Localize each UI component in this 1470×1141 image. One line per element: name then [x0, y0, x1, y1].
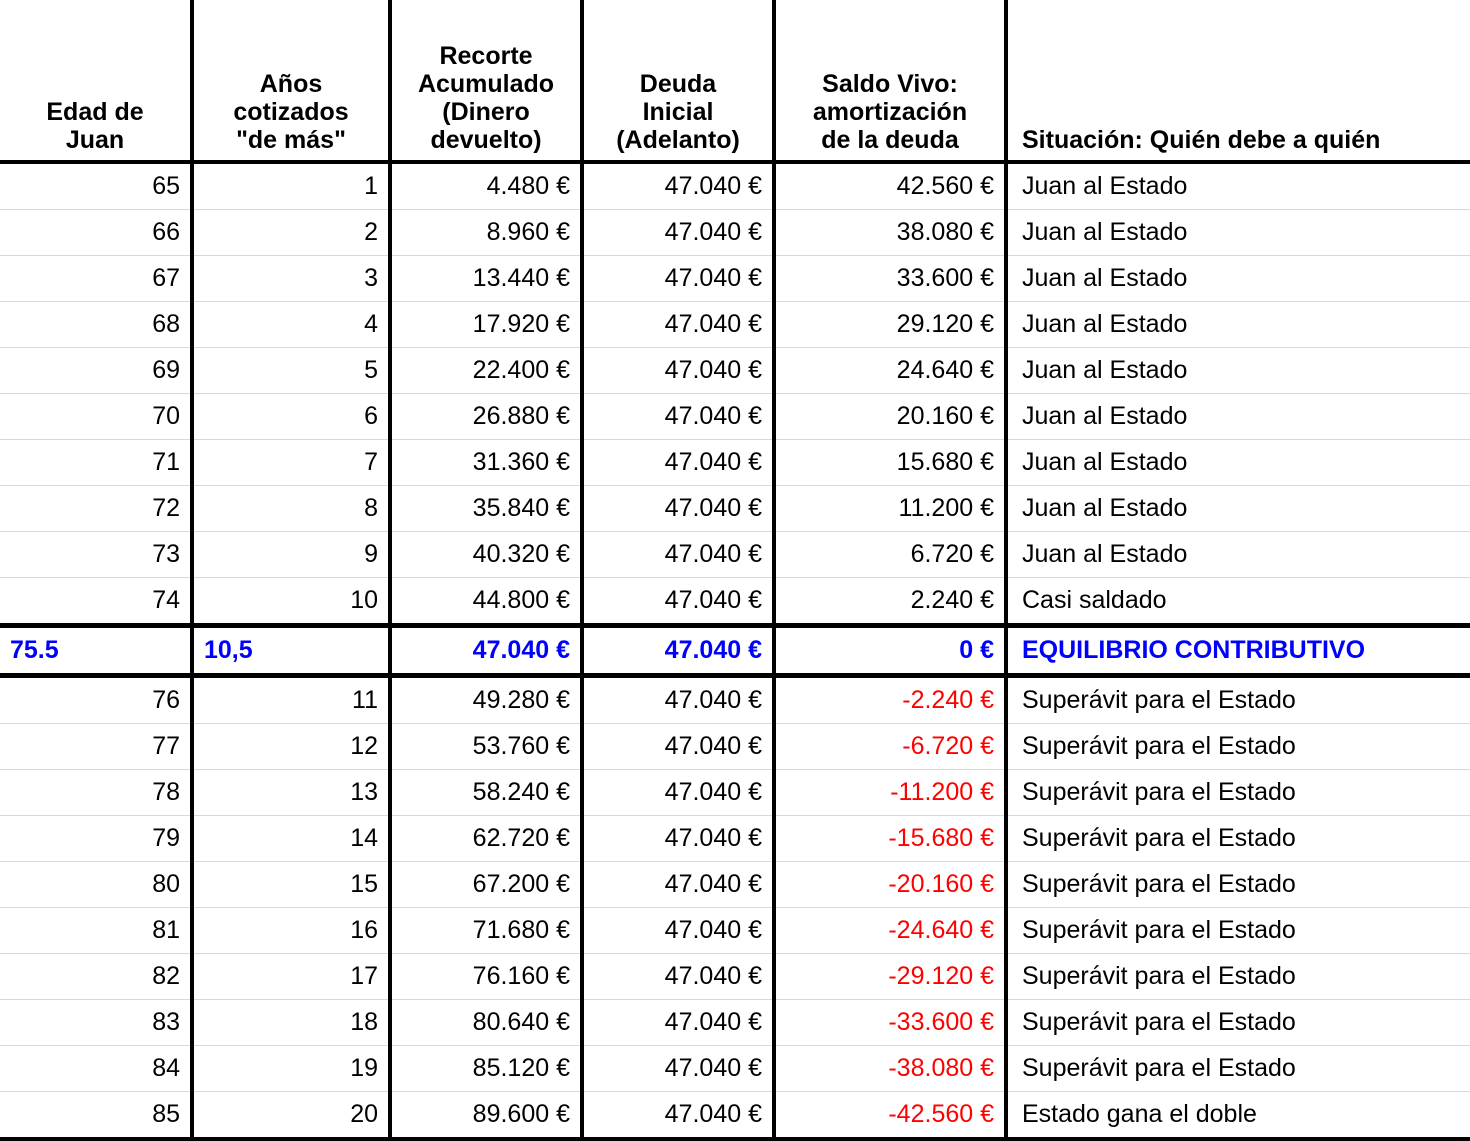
cell-saldo: 15.680 € — [774, 440, 1006, 486]
cell-saldo: 29.120 € — [774, 302, 1006, 348]
table-row — [0, 162, 1470, 210]
header-line: Inicial — [642, 98, 714, 126]
cell-deuda: 47.040 € — [582, 440, 774, 486]
cell-edad: 67 — [0, 256, 192, 302]
cell-situacion: Juan al Estado — [1006, 348, 1470, 394]
cell-edad: 65 — [0, 162, 192, 210]
cell-anios: 15 — [192, 862, 390, 908]
cell-recorte: 76.160 € — [390, 954, 582, 1000]
cell-saldo: 24.640 € — [774, 348, 1006, 394]
cell-deuda: 47.040 € — [582, 626, 774, 676]
cell-situacion: Superávit para el Estado — [1006, 862, 1470, 908]
cell-saldo: 20.160 € — [774, 394, 1006, 440]
header-row — [0, 0, 1470, 162]
column-header-edad — [0, 0, 192, 162]
cell-edad: 78 — [0, 770, 192, 816]
cell-situacion: Superávit para el Estado — [1006, 724, 1470, 770]
header-line: (Dinero — [442, 98, 530, 126]
table-row — [0, 676, 1470, 724]
cell-saldo: 0 € — [774, 626, 1006, 676]
header-line: devuelto) — [430, 126, 542, 154]
cell-saldo: 33.600 € — [774, 256, 1006, 302]
table-row — [0, 954, 1470, 1000]
cell-edad: 80 — [0, 862, 192, 908]
cell-situacion: Juan al Estado — [1006, 486, 1470, 532]
cell-saldo: -33.600 € — [774, 1000, 1006, 1046]
cell-saldo: -38.080 € — [774, 1046, 1006, 1092]
cell-situacion: Juan al Estado — [1006, 210, 1470, 256]
cell-recorte: 85.120 € — [390, 1046, 582, 1092]
cell-edad: 74 — [0, 578, 192, 626]
cell-deuda: 47.040 € — [582, 676, 774, 724]
cell-situacion: Juan al Estado — [1006, 256, 1470, 302]
cell-edad: 79 — [0, 816, 192, 862]
column-header-saldo-vivo — [774, 0, 1006, 162]
cell-situacion: Superávit para el Estado — [1006, 676, 1470, 724]
cell-situacion: Superávit para el Estado — [1006, 1046, 1470, 1092]
cell-deuda: 47.040 € — [582, 256, 774, 302]
cell-deuda: 47.040 € — [582, 486, 774, 532]
cell-recorte: 71.680 € — [390, 908, 582, 954]
table-row — [0, 302, 1470, 348]
cell-anios: 3 — [192, 256, 390, 302]
table-row — [0, 626, 1470, 676]
cell-deuda: 47.040 € — [582, 954, 774, 1000]
cell-anios: 1 — [192, 162, 390, 210]
cell-saldo: -15.680 € — [774, 816, 1006, 862]
cell-anios: 20 — [192, 1092, 390, 1140]
cell-recorte: 17.920 € — [390, 302, 582, 348]
table-row — [0, 532, 1470, 578]
cell-saldo: -24.640 € — [774, 908, 1006, 954]
cell-anios: 12 — [192, 724, 390, 770]
cell-anios: 2 — [192, 210, 390, 256]
table-row — [0, 1000, 1470, 1046]
cell-edad: 70 — [0, 394, 192, 440]
cell-saldo: 6.720 € — [774, 532, 1006, 578]
table-row — [0, 256, 1470, 302]
cell-anios: 13 — [192, 770, 390, 816]
table-row — [0, 816, 1470, 862]
table-row — [0, 348, 1470, 394]
cell-recorte: 40.320 € — [390, 532, 582, 578]
cell-situacion: Superávit para el Estado — [1006, 1000, 1470, 1046]
cell-saldo: -29.120 € — [774, 954, 1006, 1000]
cell-deuda: 47.040 € — [582, 1000, 774, 1046]
cell-edad: 81 — [0, 908, 192, 954]
cell-anios: 10 — [192, 578, 390, 626]
cell-saldo: 2.240 € — [774, 578, 1006, 626]
cell-recorte: 58.240 € — [390, 770, 582, 816]
column-header-recorte-acumulado — [390, 0, 582, 162]
cell-deuda: 47.040 € — [582, 162, 774, 210]
cell-edad: 84 — [0, 1046, 192, 1092]
cell-anios: 17 — [192, 954, 390, 1000]
cell-situacion: Juan al Estado — [1006, 440, 1470, 486]
cell-edad: 68 — [0, 302, 192, 348]
cell-situacion: Juan al Estado — [1006, 532, 1470, 578]
cell-deuda: 47.040 € — [582, 770, 774, 816]
cell-anios: 8 — [192, 486, 390, 532]
cell-anios: 5 — [192, 348, 390, 394]
cell-recorte: 13.440 € — [390, 256, 582, 302]
cell-deuda: 47.040 € — [582, 1046, 774, 1092]
cell-recorte: 47.040 € — [390, 626, 582, 676]
cell-deuda: 47.040 € — [582, 724, 774, 770]
cell-recorte: 80.640 € — [390, 1000, 582, 1046]
cell-saldo: 42.560 € — [774, 162, 1006, 210]
header-line: Juan — [65, 126, 125, 154]
cell-recorte: 22.400 € — [390, 348, 582, 394]
table-body — [0, 162, 1470, 1139]
cell-saldo: 38.080 € — [774, 210, 1006, 256]
header-line: Recorte — [439, 42, 533, 70]
cell-saldo: -2.240 € — [774, 676, 1006, 724]
cell-situacion: Superávit para el Estado — [1006, 816, 1470, 862]
header-line: amortización — [812, 98, 968, 126]
cell-anios: 18 — [192, 1000, 390, 1046]
cell-edad: 71 — [0, 440, 192, 486]
cell-recorte: 31.360 € — [390, 440, 582, 486]
table-row — [0, 210, 1470, 256]
cell-anios: 6 — [192, 394, 390, 440]
cell-anios: 7 — [192, 440, 390, 486]
table-row — [0, 486, 1470, 532]
header-line: Situación: Quién debe a quién — [1022, 126, 1381, 154]
header-line: de la deuda — [821, 126, 959, 154]
table-row — [0, 908, 1470, 954]
header-line: Saldo Vivo: — [822, 70, 958, 98]
cell-edad: 69 — [0, 348, 192, 394]
column-header-anios-cotizados — [192, 0, 390, 162]
cell-situacion: EQUILIBRIO CONTRIBUTIVO — [1006, 626, 1470, 676]
cell-deuda: 47.040 € — [582, 210, 774, 256]
cell-saldo: 11.200 € — [774, 486, 1006, 532]
cell-recorte: 35.840 € — [390, 486, 582, 532]
cell-deuda: 47.040 € — [582, 908, 774, 954]
cell-situacion: Juan al Estado — [1006, 162, 1470, 210]
cell-recorte: 49.280 € — [390, 676, 582, 724]
cell-edad: 76 — [0, 676, 192, 724]
table-row — [0, 394, 1470, 440]
cell-edad: 83 — [0, 1000, 192, 1046]
cell-deuda: 47.040 € — [582, 532, 774, 578]
cell-edad: 77 — [0, 724, 192, 770]
column-header-deuda-inicial — [582, 0, 774, 162]
cell-deuda: 47.040 € — [582, 394, 774, 440]
table-row — [0, 724, 1470, 770]
header-line: cotizados — [233, 98, 349, 126]
cell-saldo: -20.160 € — [774, 862, 1006, 908]
cell-anios: 19 — [192, 1046, 390, 1092]
table-row — [0, 770, 1470, 816]
cell-situacion: Superávit para el Estado — [1006, 908, 1470, 954]
cell-edad: 66 — [0, 210, 192, 256]
cell-situacion: Superávit para el Estado — [1006, 770, 1470, 816]
cell-deuda: 47.040 € — [582, 862, 774, 908]
table-row — [0, 1092, 1470, 1140]
header-line: Edad de — [46, 98, 144, 126]
table-row — [0, 440, 1470, 486]
cell-edad: 85 — [0, 1092, 192, 1140]
cell-deuda: 47.040 € — [582, 348, 774, 394]
cell-deuda: 47.040 € — [582, 302, 774, 348]
cell-situacion: Superávit para el Estado — [1006, 954, 1470, 1000]
cell-edad: 82 — [0, 954, 192, 1000]
cell-edad: 73 — [0, 532, 192, 578]
cell-situacion: Juan al Estado — [1006, 302, 1470, 348]
cell-deuda: 47.040 € — [582, 1092, 774, 1140]
cell-recorte: 89.600 € — [390, 1092, 582, 1140]
cell-situacion: Casi saldado — [1006, 578, 1470, 626]
cell-saldo: -42.560 € — [774, 1092, 1006, 1140]
cell-saldo: -6.720 € — [774, 724, 1006, 770]
table-row — [0, 862, 1470, 908]
header-line: (Adelanto) — [616, 126, 740, 154]
table-header — [0, 0, 1470, 162]
cell-anios: 11 — [192, 676, 390, 724]
cell-situacion: Juan al Estado — [1006, 394, 1470, 440]
header-line: "de más" — [236, 126, 346, 154]
cell-recorte: 44.800 € — [390, 578, 582, 626]
cell-anios: 10,5 — [192, 626, 390, 676]
cell-anios: 4 — [192, 302, 390, 348]
cell-anios: 9 — [192, 532, 390, 578]
table-row — [0, 1046, 1470, 1092]
header-line: Años — [259, 70, 323, 98]
cell-deuda: 47.040 € — [582, 578, 774, 626]
cell-recorte: 62.720 € — [390, 816, 582, 862]
cell-deuda: 47.040 € — [582, 816, 774, 862]
cell-anios: 16 — [192, 908, 390, 954]
cell-recorte: 8.960 € — [390, 210, 582, 256]
header-line: Deuda — [639, 70, 717, 98]
header-line: Acumulado — [417, 70, 555, 98]
cell-situacion: Estado gana el doble — [1006, 1092, 1470, 1140]
cell-recorte: 4.480 € — [390, 162, 582, 210]
cell-edad: 75.5 — [0, 626, 192, 676]
column-header-situacion — [1006, 0, 1470, 162]
cell-edad: 72 — [0, 486, 192, 532]
cell-recorte: 26.880 € — [390, 394, 582, 440]
cell-saldo: -11.200 € — [774, 770, 1006, 816]
cell-anios: 14 — [192, 816, 390, 862]
cell-recorte: 67.200 € — [390, 862, 582, 908]
table-row — [0, 578, 1470, 626]
cell-recorte: 53.760 € — [390, 724, 582, 770]
